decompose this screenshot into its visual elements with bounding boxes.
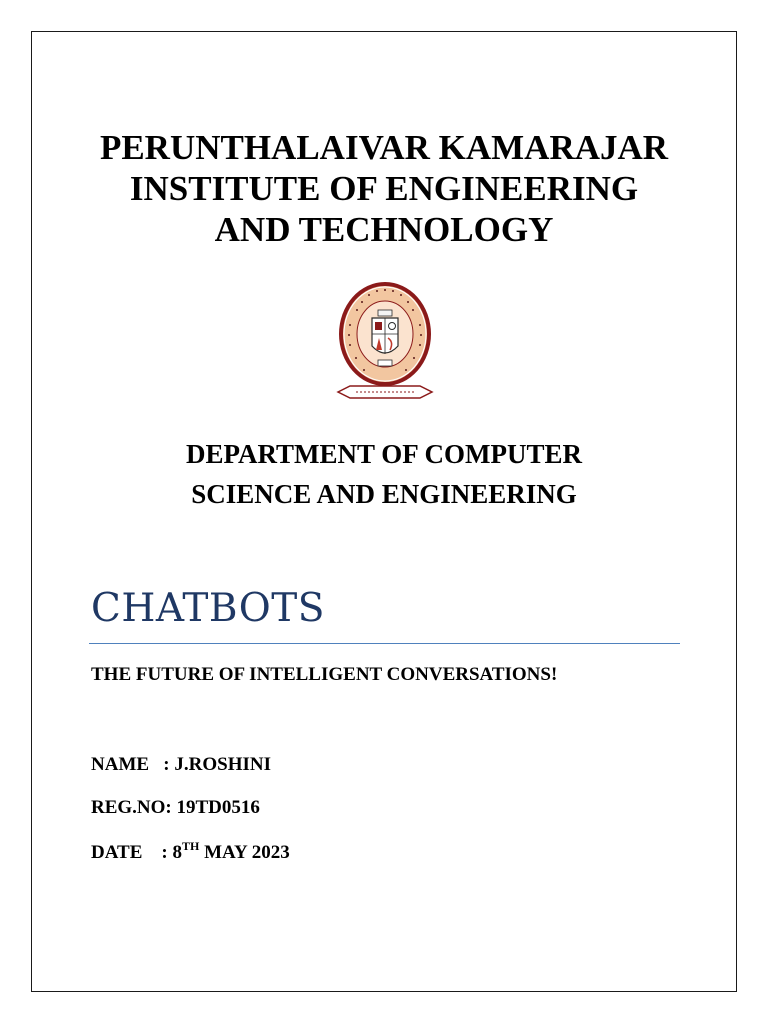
registration-number: REG.NO: 19TD0516 [91,797,260,818]
department-line-2: SCIENCE AND ENGINEERING [191,479,577,509]
institute-emblem-icon [334,280,436,404]
date-prefix: DATE : 8 [91,842,182,863]
department-line-1: DEPARTMENT OF COMPUTER [185,439,583,469]
institute-line-1: PERUNTHALAIVAR KAMARAJAR [99,128,669,167]
department-name [40,434,728,514]
institute-name [40,127,728,250]
date-suffix: MAY 2023 [199,842,290,863]
date-superscript: TH [181,839,200,853]
institute-line-3: AND TECHNOLOGY [214,210,554,249]
institute-line-2: INSTITUTE OF ENGINEERING [129,169,639,208]
document-title: CHATBOTS [91,586,325,631]
title-underline [89,643,680,644]
submission-date [91,839,290,864]
student-name: NAME : J.ROSHINI [91,754,271,775]
document-subtitle: THE FUTURE OF INTELLIGENT CONVERSATIONS! [91,664,558,685]
